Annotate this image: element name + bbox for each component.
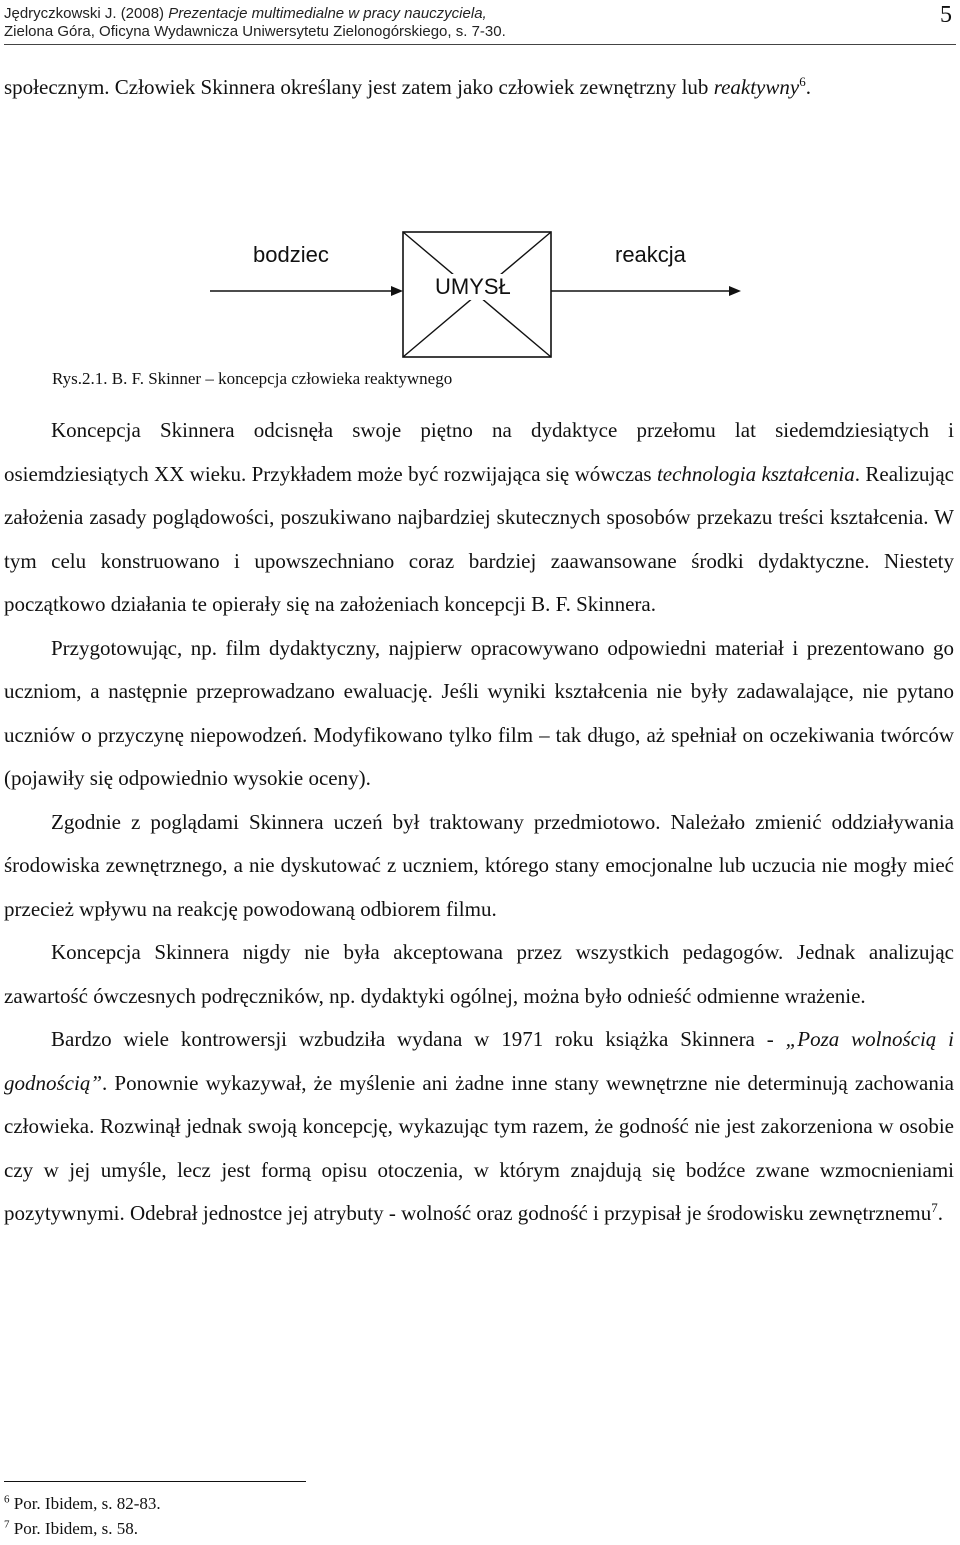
paragraph-5 (4, 1018, 954, 1236)
footnote-ref-7: 7 (931, 1200, 938, 1215)
intro-text: społecznym. Człowiek Skinnera określany jest zatem jako człowiek zewnętrzny lub (4, 75, 714, 99)
footnote-6 (4, 1494, 161, 1514)
footnote-7-number: 7 (4, 1518, 10, 1531)
running-header-citation (4, 5, 487, 22)
header-book-title: Prezentacje multimedialne w pracy nauczyciela, (168, 5, 487, 22)
paragraph-3: Zgodnie z poglądami Skinnera uczeń był traktowany przedmiotowo. Należało zmienić oddziaływania środowiska zewnętrznego, a nie dyskutować z uczniem, którego stany emocjonalne lub uczucia nie mogły mieć przecież wpływu na reakcję powodowaną odbiorem filmu. (4, 809, 954, 921)
header-rule (4, 44, 956, 45)
italic-term-technology: technologia kształcenia (656, 461, 855, 486)
footnote-separator (4, 1481, 306, 1482)
input-arrow-head (391, 286, 403, 296)
intro-paragraph (4, 66, 954, 110)
intro-end: . (805, 75, 811, 99)
header-author: Jędryczkowski J. (2008) (4, 5, 169, 22)
response-label: reakcja (615, 242, 686, 267)
paragraph-5-text-mid: . Ponownie wykazywał, że myślenie ani żadne inne stany wewnętrzne nie determinują zachowania człowieka. Rozwinął jednak swoją koncepcję, wykazując tym razem, że godność nie jest zakorzeniona w osobie czy w jej umyśle, lecz jest formą opisu otoczenia, w którym znajdują się bodźce zwane wzmocnieniami pozytywnymi. Odebrał jednostce jej atrybuty - wolność oraz godność i przypisał je środowisku zewnętrznemu (4, 1070, 954, 1225)
footnote-7 (4, 1519, 138, 1539)
paragraph-5-end: . (937, 1201, 944, 1225)
paragraph-1 (4, 409, 954, 627)
paragraph-1-text: Koncepcja Skinnera odcisnęła swoje piętno na dydaktyce przełomu lat siedemdziesiątych i osiemdziesiątych XX wieku. Przykładem może być rozwijająca się wówczas (4, 418, 954, 486)
footnote-6-text: Por. Ibidem, s. 82-83. (9, 1494, 161, 1513)
mind-label: UMYSŁ (435, 274, 511, 299)
footnote-7-text: Por. Ibidem, s. 58. (9, 1519, 138, 1538)
paragraph-5-text: Bardzo wiele kontrowersji wzbudziła wydana w 1971 roku książka Skinnera - (51, 1027, 786, 1051)
paragraph-2: Przygotowując, np. film dydaktyczny, najpierw opracowywano odpowiedni materiał i prezentowano go uczniom, a następnie przeprowadzano ewaluację. Jeśli wyniki kształcenia nie były zadawalające, nie pytano uczniów o przyczynę niepowodzeń. Modyfikowano tylko film – tak długo, aż spełniał on oczekiwania twórców (pojawiły się odpowiednio wysokie oceny). (4, 635, 954, 790)
italic-book-title: „Poza wolnością i godnością” (4, 1027, 954, 1095)
page-number: 5 (940, 2, 952, 28)
intro-italic-term: reaktywny (713, 75, 800, 99)
paragraph-4: Koncepcja Skinnera nigdy nie była akceptowana przez wszystkich pedagogów. Jednak analizując zawartość ówczesnych podręczników, np. dydaktyki ogólnej, można było odnieść odmienne wrażenie. (4, 940, 954, 1008)
figure-caption: Rys.2.1. B. F. Skinner – koncepcja człowieka reaktywnego (52, 369, 453, 388)
paragraph-1-text-end: . Realizując założenia zasady poglądowości, poszukiwano najbardziej skutecznych sposobów przekazu treści kształcenia. W tym celu konstruowano i upowszechniano coraz bardziej zaawansowane środki dydaktyczne. Niestety początkowo działania te opierały się na założeniach koncepcji B. F. Skinnera. (4, 461, 954, 616)
main-body (4, 409, 954, 1236)
stimulus-label: bodziec (253, 242, 329, 267)
footnote-6-number: 6 (4, 1493, 10, 1506)
running-header-publisher: Zielona Góra, Oficyna Wydawnicza Uniwersytetu Zielonogórskiego, s. 7-30. (4, 23, 506, 40)
footnote-ref-6: 6 (799, 74, 806, 89)
stimulus-response-diagram (0, 220, 960, 370)
output-arrow-head (729, 286, 741, 296)
